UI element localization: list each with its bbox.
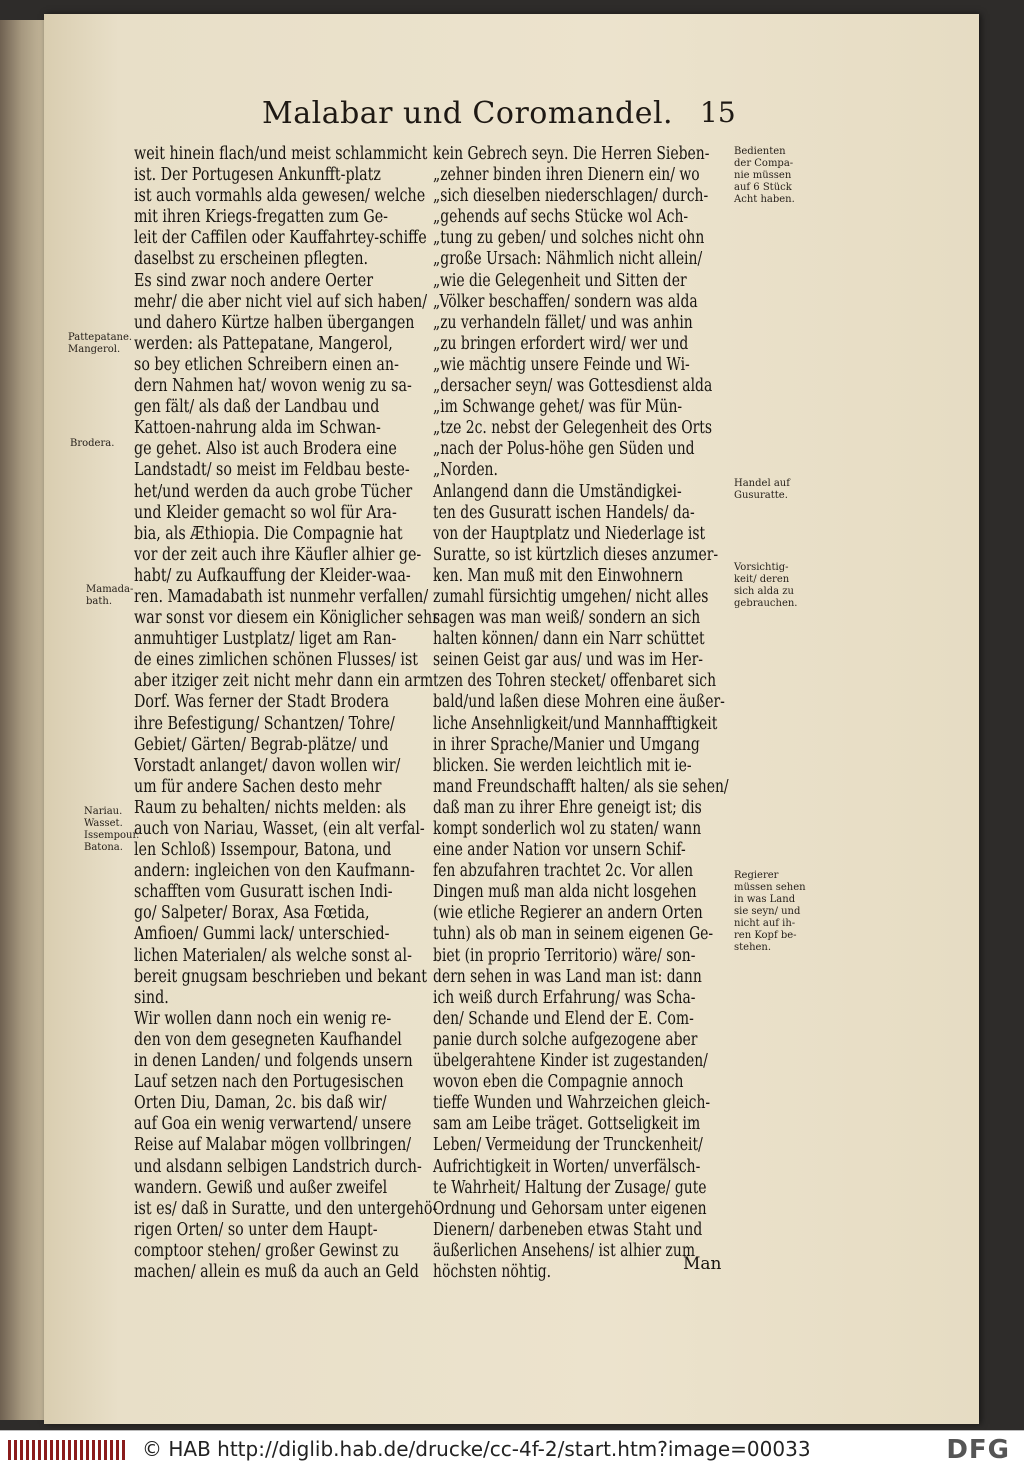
- margin-note-pattepatane: [68, 332, 132, 356]
- margin-note-line: Batona.: [84, 842, 123, 853]
- text-line: übelgerahtene Kinder ist zugestanden/: [433, 1051, 708, 1072]
- text-line: bia, als Æthiopia. Die Compagnie hat: [134, 523, 403, 544]
- text-line: „tung zu geben/ und solches nicht ohn: [433, 228, 705, 249]
- text-line: in ihrer Sprache/Manier und Umgang: [433, 734, 700, 755]
- text-line: zumahl fürsichtig umgehen/ nicht alles: [433, 586, 709, 607]
- text-line: in denen Landen/ und folgends unsern: [134, 1051, 413, 1072]
- text-line: und alsdann selbigen Landstrich durch-: [134, 1156, 422, 1177]
- text-line: schafften vom Gusuratt ischen Indi-: [134, 882, 393, 903]
- margin-note-line: Bedienten: [734, 146, 786, 157]
- text-line: „tze 2c. nebst der Gelegenheit des Orts: [433, 418, 713, 439]
- text-line: Lauf setzen nach den Portugesischen: [134, 1072, 404, 1093]
- text-line: habt/ zu Aufkauffung der Kleider-waa-: [134, 565, 411, 586]
- text-line: sagen was man weiß/ sondern an sich: [433, 608, 701, 629]
- text-line: lichen Materialen/ als welche sonst al-: [134, 945, 412, 966]
- margin-note-line: gebrauchen.: [734, 598, 798, 609]
- text-line: werden: als Pattepatane, Mangerol,: [134, 333, 393, 354]
- text-line: eine ander Nation vor unsern Schif-: [433, 840, 686, 861]
- viewer-footer: [0, 1430, 1024, 1468]
- text-line: „Völker beschaffen/ sondern was alda: [433, 291, 698, 312]
- text-line: ken. Man muß mit den Einwohnern: [433, 565, 684, 586]
- text-line: auch von Nariau, Wasset, (ein alt verfal-: [134, 819, 425, 839]
- margin-note-vorsichtigkeit: [734, 562, 797, 610]
- text-line: „wie mächtig unsere Feinde und Wi-: [433, 354, 690, 375]
- text-line: tieffe Wunden und Wahrzeichen gleich-: [433, 1093, 711, 1114]
- text-line: biet (in proprio Territorio) wäre/ son-: [433, 945, 696, 966]
- text-line: het/und werden da auch grobe Tücher: [134, 481, 413, 502]
- text-line: Amfioen/ Gummi lack/ unterschied-: [134, 924, 390, 945]
- text-line: Leben/ Vermeidung der Trunckenheit/: [433, 1135, 703, 1156]
- text-line: gen fält/ als daß der Landbau und: [134, 397, 380, 418]
- text-line: leit der Caffilen oder Kauffahrtey-schiffe: [134, 228, 427, 249]
- text-line: ten des Gusuratt ischen Handels/ da-: [433, 502, 695, 523]
- text-line: Orten Diu, Daman, 2c. bis daß wir/: [134, 1093, 387, 1114]
- margin-note-line: Gusuratte.: [734, 490, 788, 501]
- text-line: Suratte, so ist kürtzlich dieses anzumer-: [433, 544, 719, 565]
- dfg-logo: DFG: [946, 1435, 1010, 1465]
- text-line: Es sind zwar noch andere Oerter: [134, 270, 374, 291]
- text-line: Vorstadt anlanget/ davon wollen wir/: [134, 755, 401, 776]
- text-line: Dienern/ darbeneben etwas Staht und: [433, 1219, 703, 1240]
- text-line: den von dem gesegneten Kaufhandel: [134, 1029, 402, 1050]
- text-line: ren. Mamadabath ist nunmehr verfallen/: [134, 586, 429, 607]
- margin-note-line: keit/ deren: [734, 574, 790, 585]
- text-line: ge gehet. Also ist auch Brodera eine: [134, 439, 397, 460]
- text-line: rigen Orten/ so unter dem Haupt-: [134, 1219, 378, 1240]
- text-line: „gehends auf sechs Stücke wol Ach-: [433, 207, 689, 228]
- text-line: auf Goa ein wenig verwartend/ unsere: [134, 1114, 412, 1135]
- text-line: go/ Salpeter/ Borax, Asa Fœtida,: [134, 903, 370, 924]
- text-line: Ordnung und Gehorsam unter eigenen: [433, 1198, 707, 1219]
- text-line: wandern. Gewiß und außer zweifel: [134, 1177, 388, 1198]
- margin-note-line: sich alda zu: [734, 586, 794, 597]
- margin-note-line: nicht auf ih-: [734, 918, 796, 929]
- text-line: äußerlichen Ansehens/ ist alhier zum: [433, 1240, 696, 1261]
- text-line: tuhn) als ob man in seinem eigenen Ge-: [433, 924, 714, 945]
- text-line: bereit gnugsam beschrieben und bekant: [134, 966, 427, 987]
- text-line: vor der zeit auch ihre Käufler alhier ge-: [134, 544, 422, 565]
- text-line: Kattoen-nahrung alda im Schwan-: [134, 418, 381, 439]
- text-line: aber itziger zeit nicht mehr dann ein arm: [134, 671, 434, 692]
- text-line: panie durch solche aufgezogene aber: [433, 1029, 698, 1050]
- previous-page-edge: [0, 20, 48, 1420]
- margin-note-line: Nariau.: [84, 806, 123, 817]
- text-line: comptoor stehen/ großer Gewinst zu: [134, 1240, 400, 1261]
- text-line: seinen Geist gar aus/ und was im Her-: [433, 650, 703, 671]
- text-line: „wie die Gelegenheit und Sitten der: [433, 270, 687, 291]
- margin-note-line: in was Land: [734, 894, 796, 905]
- text-line: daselbst zu erscheinen pflegten.: [134, 249, 369, 270]
- margin-note-nariau: [84, 806, 139, 854]
- copyright-link[interactable]: © HAB http://diglib.hab.de/drucke/cc-4f-2/start.htm?image=00033: [142, 1437, 811, 1461]
- margin-note-line: auf 6 Stück: [734, 182, 792, 193]
- text-line: Wir wollen dann noch ein wenig re-: [134, 1008, 392, 1029]
- text-line: wovon eben die Compagnie annoch: [433, 1072, 684, 1093]
- text-line: te Wahrheit/ Haltung der Zusage/ gute: [433, 1177, 707, 1198]
- text-line: liche Ansehnligkeit/und Mannhafftigkeit: [433, 713, 718, 734]
- text-line: „zu bringen erfordert wird/ wer und: [433, 333, 689, 354]
- margin-note-handel: [734, 478, 790, 502]
- text-line: mit ihren Kriegs-fregatten zum Ge-: [134, 207, 388, 228]
- text-line: Dorf. Was ferner der Stadt Brodera: [134, 692, 390, 713]
- text-line: ist auch vormahls alda gewesen/ welche: [134, 186, 426, 207]
- margin-note-line: Handel auf: [734, 478, 790, 489]
- text-line: so bey etlichen Schreibern einen an-: [134, 354, 399, 375]
- text-line: Aufrichtigkeit in Worten/ unverfälsch-: [433, 1156, 701, 1177]
- margin-note-line: Pattepatane.: [68, 332, 133, 343]
- margin-note-line: Issempour.: [84, 830, 140, 841]
- margin-note-line: Regierer: [734, 870, 779, 881]
- text-line: dern Nahmen hat/ wovon wenig zu sa-: [134, 376, 412, 397]
- text-line: fen abzufahren trachtet 2c. Vor allen: [433, 861, 694, 882]
- text-line: „Norden.: [433, 460, 498, 481]
- text-line: Landstadt/ so meist im Feldbau beste-: [134, 460, 410, 481]
- text-line: kein Gebrech seyn. Die Herren Sieben-: [433, 144, 710, 164]
- margin-note-line: bath.: [86, 596, 113, 607]
- text-line: von der Hauptplatz und Niederlage ist: [433, 523, 706, 544]
- text-line: Dingen muß man alda nicht losgehen: [433, 882, 697, 903]
- text-line: Gebiet/ Gärten/ Begrab-plätze/ und: [134, 734, 389, 755]
- text-line: mehr/ die aber nicht viel auf sich haben/: [134, 291, 428, 312]
- margin-note-line: Mangerol.: [68, 344, 121, 355]
- text-line: war sonst vor diesem ein Königlicher sehr: [134, 608, 439, 629]
- text-line: „große Ursach: Nähmlich nicht allein/: [433, 249, 703, 270]
- margin-note-regierer: [734, 870, 806, 954]
- text-line: ist. Der Portugesen Ankunfft-platz: [134, 165, 381, 186]
- text-line: weit hinein flach/und meist schlammicht: [134, 144, 428, 164]
- text-line: andern: ingleichen von den Kaufmann-: [134, 861, 415, 882]
- margin-note-line: Vorsichtig-: [734, 562, 789, 573]
- text-line: ist es/ daß in Suratte, und den untergehö-: [134, 1198, 438, 1219]
- text-line: „zu verhandeln fället/ und was anhin: [433, 312, 693, 333]
- text-line: „nach der Polus-höhe gen Süden und: [433, 439, 695, 460]
- text-line: dern sehen in was Land man ist: dann: [433, 966, 702, 987]
- text-line: und Kleider gemacht so wol für Ara-: [134, 502, 397, 523]
- text-line: höchsten nöhtig.: [433, 1261, 552, 1282]
- margin-note-mamadabath: [86, 584, 133, 608]
- text-line: bald/und laßen diese Mohren eine äußer-: [433, 692, 725, 713]
- text-line: „sich dieselben niederschlagen/ durch-: [433, 186, 709, 207]
- margin-note-line: Wasset.: [84, 818, 123, 829]
- text-line: kompt sonderlich wol zu staten/ wann: [433, 819, 702, 839]
- text-line: halten können/ dann ein Narr schüttet: [433, 629, 705, 650]
- text-line: mand Freundschafft halten/ als sie sehen/: [433, 776, 729, 797]
- text-line: den/ Schande und Elend der E. Com-: [433, 1008, 694, 1029]
- margin-note-line: der Compa-: [734, 158, 794, 169]
- margin-note-line: Brodera.: [70, 438, 115, 449]
- text-line: Anlangend dann die Umständigkei-: [433, 481, 682, 502]
- left-text-column: [134, 144, 439, 1283]
- text-line: um für andere Sachen desto mehr: [134, 776, 382, 797]
- text-line: blicken. Sie werden leichtlich mit ie-: [433, 755, 692, 776]
- margin-note-line: nie müssen: [734, 170, 792, 181]
- text-line: „dersacher seyn/ was Gottesdienst alda: [433, 376, 713, 397]
- margin-note-line: Mamada-: [86, 584, 134, 595]
- margin-note-line: Acht haben.: [734, 194, 795, 205]
- catchword: Man: [683, 1254, 722, 1274]
- page-number: 15: [700, 96, 736, 129]
- running-header: Malabar und Coromandel.: [262, 96, 674, 131]
- text-line: sind.: [134, 987, 169, 1008]
- text-line: Reise auf Malabar mögen vollbringen/: [134, 1135, 412, 1156]
- margin-note-line: stehen.: [734, 942, 772, 953]
- text-line: machen/ allein es muß da auch an Geld: [134, 1261, 419, 1282]
- text-line: sam am Leibe träget. Gottseligkeit im: [433, 1114, 701, 1135]
- margin-note-brodera: [70, 438, 114, 450]
- text-line: daß man zu ihrer Ehre geneigt ist; dis: [433, 797, 702, 818]
- text-line: tzen des Tohren stecket/ offenbaret sich: [433, 671, 717, 692]
- margin-note-line: ren Kopf be-: [734, 930, 797, 941]
- text-line: de eines zimlichen schönen Flusses/ ist: [134, 650, 419, 671]
- right-text-column: [433, 144, 733, 1283]
- text-line: anmuhtiger Lustplatz/ liget am Ran-: [134, 629, 397, 650]
- margin-note-line: sie seyn/ und: [734, 906, 801, 917]
- text-line: und dahero Kürtze halben übergangen: [134, 312, 415, 333]
- text-line: len Schloß) Issempour, Batona, und: [134, 840, 392, 861]
- text-line: ihre Befestigung/ Schantzen/ Tohre/: [134, 713, 395, 734]
- text-line: Raum zu behalten/ nichts melden: als: [134, 797, 407, 818]
- margin-note-bedienten: [734, 146, 795, 206]
- barcode-icon: [8, 1440, 128, 1460]
- text-line: ich weiß durch Erfahrung/ was Scha-: [433, 987, 696, 1008]
- text-line: „im Schwange gehet/ was für Mün-: [433, 397, 683, 418]
- margin-note-line: müssen sehen: [734, 882, 806, 893]
- text-line: (wie etliche Regierer an andern Orten: [433, 903, 703, 924]
- text-line: „zehner binden ihren Dienern ein/ wo: [433, 165, 700, 186]
